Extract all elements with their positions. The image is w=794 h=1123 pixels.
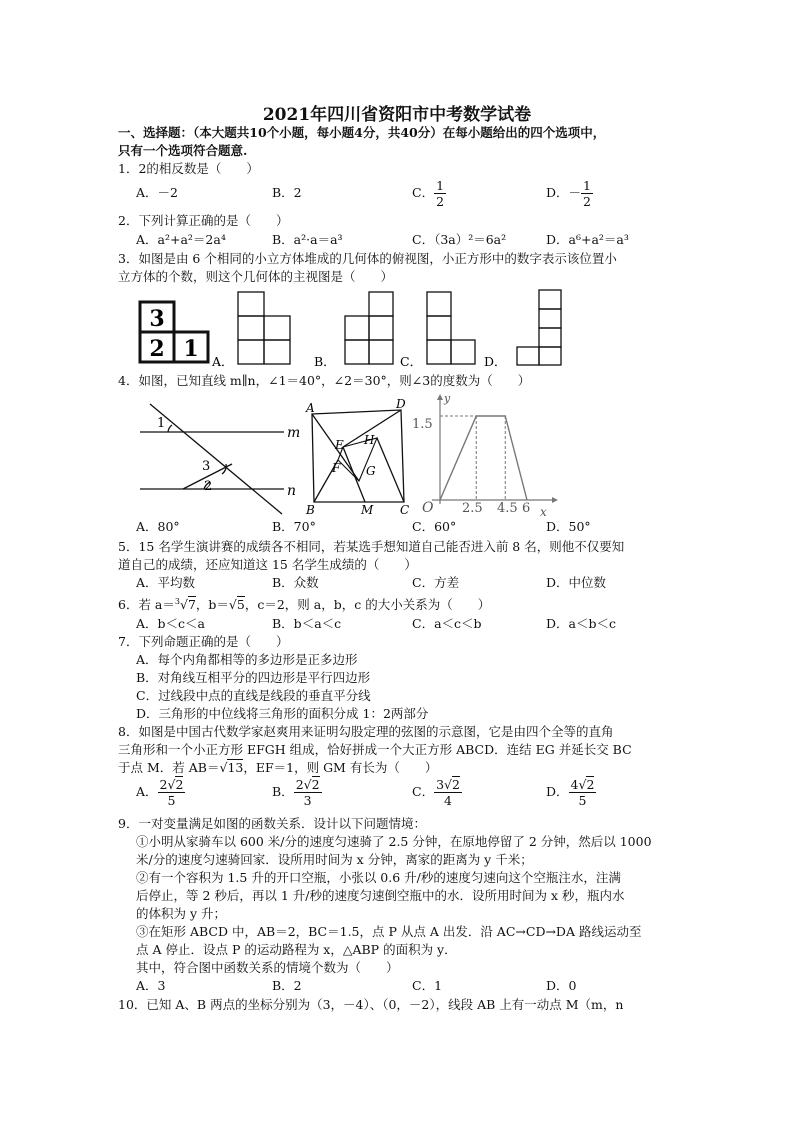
q5-option-a: A．平均数 xyxy=(136,575,196,590)
q2-option-c: C．（3a）²＝6a² xyxy=(412,232,507,247)
q4-stem: 4．如图，已知直线 m∥n，∠1＝40°，∠2＝30°，则∠3的度数为（ ） xyxy=(118,373,531,388)
q9-line9: 其中，符合图中函数关系的情境个数为（ ） xyxy=(136,960,399,975)
q9-option-d: D．0 xyxy=(546,978,577,993)
q4-figures xyxy=(0,392,794,518)
q8-radicand: 13 xyxy=(227,760,244,775)
q8-a-den: 5 xyxy=(167,793,176,808)
point-g-label: G xyxy=(366,464,376,478)
line-n-label: n xyxy=(287,483,297,499)
q6-option-a: A．b＜c＜a xyxy=(136,616,205,631)
q8-b-num: 2√2 xyxy=(295,777,320,792)
q6-stem: 6．若 a＝$^3$√7，b＝√5，c＝2，则 a，b，c 的大小关系为（ ） xyxy=(118,597,491,613)
point-h-label: H xyxy=(364,433,375,447)
point-a-label: A xyxy=(306,401,315,415)
chart-x-tick-6: 6 xyxy=(522,501,531,516)
q3-option-d-label: D． xyxy=(484,354,507,369)
q8-line3-post: ，EF＝1，则 GM 有长为（ ） xyxy=(243,760,438,775)
q3-option-a-figure xyxy=(238,292,290,364)
q9-line8: 点 A 停止．设点 P 的运动路程为 x，△ABP 的面积为 y． xyxy=(136,942,457,957)
point-c-label: C xyxy=(400,503,410,517)
q1-option-b: B．2 xyxy=(272,185,302,200)
chart-x-tick-4-5: 4.5 xyxy=(497,501,518,516)
q9-line1: 9．一对变量满足如图的函数关系．设计以下问题情境： xyxy=(118,816,426,831)
q9-line5: 后停止，等 2 秒后，再以 1 升/秒的速度匀速倒空瓶中的水．设所用时间为 x 秒，瓶内水 xyxy=(136,888,625,903)
angle-2-label: 2 xyxy=(204,479,213,494)
q8-a-num-rad: 2 xyxy=(175,777,184,792)
q3-line2: 立方体的个数，则这个几何体的主视图是（ ） xyxy=(118,269,394,284)
q8-option-b xyxy=(272,777,322,808)
q1-d-num: 1 xyxy=(583,178,591,193)
q8-option-d xyxy=(546,777,596,808)
q6-stem-post: ，c＝2，则 a，b，c 的大小关系为（ ） xyxy=(244,597,491,613)
q5-option-d: D．中位数 xyxy=(546,575,607,590)
q8-b-fraction xyxy=(294,777,322,808)
q4-option-d: D．50° xyxy=(546,519,591,534)
q8-a-num-coef: 2 xyxy=(159,777,168,792)
point-m-label: M xyxy=(361,503,374,517)
q8-d-den: 5 xyxy=(578,793,587,808)
q1-d-prefix: D．－ xyxy=(546,185,582,200)
q3-option-a-label: A． xyxy=(212,354,234,369)
q6-radicand-b: 5 xyxy=(236,597,245,613)
q4-option-c: C．60° xyxy=(412,519,457,534)
q8-b-den: 3 xyxy=(303,793,312,808)
q8-line1: 8．如图是中国古代数学家赵爽用来证明勾股定理的弦图的示意图，它是由四个全等的直角 xyxy=(118,724,614,739)
q1-d-fraction xyxy=(581,178,593,209)
angle-1-label: 1 xyxy=(157,416,166,431)
q8-b-prefix: B． xyxy=(272,784,294,799)
q8-c-den: 4 xyxy=(444,793,452,808)
q8-b-num-rad: 2 xyxy=(311,777,320,792)
section-header-line1: 一、选择题：（本大题共10个小题，每小题4分，共40分）在每小题给出的四个选项中， xyxy=(118,125,606,140)
graph-series-line xyxy=(440,416,527,500)
q6-option-c: C．a＜c＜b xyxy=(412,616,482,631)
chart-y-label: y xyxy=(444,392,451,405)
x-axis-arrow xyxy=(552,497,558,503)
q3-figures xyxy=(0,284,794,370)
q8-d-prefix: D． xyxy=(546,784,569,799)
q8-a-fraction xyxy=(158,777,186,808)
q8-b-num-coef: 2 xyxy=(295,777,304,792)
q8-line2: 三角形和一个小正方形 EFGH 组成，恰好拼成一个大正方形 ABCD．连结 EG 并延长交 BC xyxy=(118,742,632,757)
q1-option-c xyxy=(412,178,446,209)
q7-option-a: A．每个内角都相等的多边形是正多边形 xyxy=(136,652,358,667)
q8-c-num-coef: 3 xyxy=(436,777,445,792)
q9-line3: 米/分的速度匀速骑回家．设所用时间为 x 分钟，离家的距离为 y 千米； xyxy=(136,852,533,867)
point-e-label: E xyxy=(335,438,344,452)
page-title: 2021年四川省资阳市中考数学试卷 xyxy=(262,105,532,125)
section-header-line2: 只有一个选项符合题意. xyxy=(118,143,248,158)
chart-y-tick-1-5: 1.5 xyxy=(412,417,433,432)
q8-option-c xyxy=(412,777,462,808)
q2-stem: 2．下列计算正确的是（ ） xyxy=(118,213,289,228)
q8-d-num-rad: 2 xyxy=(586,777,595,792)
top-view-count-1: 3 xyxy=(149,306,165,332)
q3-line1: 3．如图是由 6 个相同的小立方体堆成的几何体的俯视图，小正方形中的数字表示该位置小 xyxy=(118,251,617,266)
q9-line6: 的体积为 y 升； xyxy=(136,906,227,921)
q8-c-fraction xyxy=(434,777,462,808)
q9-option-a: A．3 xyxy=(136,978,166,993)
q10-line1: 10．已知 A、B 两点的坐标分别为（3，－4）、（0，－2），线段 AB 上有一动点 M（m，n xyxy=(118,997,624,1012)
q1-c-num: 1 xyxy=(436,178,445,193)
y-axis-arrow xyxy=(437,394,443,400)
q1-c-prefix: C． xyxy=(412,185,435,200)
q3-option-c-label: C． xyxy=(400,354,423,369)
q1-option-a: A．－2 xyxy=(136,185,178,200)
q3-option-b-figure xyxy=(345,292,393,364)
q2-option-d: D．a⁶+a²＝a³ xyxy=(546,232,629,247)
top-view-count-2: 2 xyxy=(149,336,165,362)
top-view-count-3: 1 xyxy=(183,336,199,362)
q2-option-a: A．a²+a²＝2a⁴ xyxy=(136,232,226,247)
q3-option-d-figure xyxy=(517,290,561,365)
q7-option-c: C．过线段中点的直线是线段的垂直平分线 xyxy=(136,688,371,703)
point-f-label: F xyxy=(332,461,341,475)
chart-origin-label: O xyxy=(422,500,434,516)
q8-d-num-coef: 4 xyxy=(570,777,579,792)
q6-cube-root-index: 3 xyxy=(174,597,180,606)
q6-option-d: D．a＜b＜c xyxy=(546,616,616,631)
q5-line2: 道自己的成绩，还应知道这 15 名学生成绩的（ ） xyxy=(118,557,417,572)
q9-option-c: C．1 xyxy=(412,978,443,993)
chart-x-label: x xyxy=(540,505,547,518)
point-b-label: B xyxy=(306,503,315,517)
q6-option-b: B．b＜a＜c xyxy=(272,616,342,631)
q9-line2: ①小明从家骑车以 600 米/分的速度匀速骑了 2.5 分钟，在原地停留了 2 分钟，然后以 1000 xyxy=(136,834,652,849)
q2-option-b: B．a²·a＝a³ xyxy=(272,232,343,247)
line-m-label: m xyxy=(287,425,301,441)
q4-option-b: B．70° xyxy=(272,519,316,534)
q3-option-c-figure xyxy=(427,292,475,364)
q1-d-den: 2 xyxy=(583,194,591,209)
chord-diagram-figure xyxy=(312,410,404,502)
q6-stem-mid: ，b＝ xyxy=(195,597,229,613)
q5-option-b: B．众数 xyxy=(272,575,319,590)
q7-option-d: D．三角形的中位线将三角形的面积分成 1：2两部分 xyxy=(136,706,429,721)
q6-radicand-a: 7 xyxy=(187,597,196,613)
q8-d-num: 4√2 xyxy=(570,777,595,792)
q8-a-num: 2√2 xyxy=(159,777,184,792)
q1-c-den: 2 xyxy=(436,194,445,209)
q5-line1: 5．15 名学生演讲赛的成绩各不相同，若某选手想知道自己能否进入前 8 名，则他不仅要知 xyxy=(118,539,625,554)
angle-3-label: 3 xyxy=(202,459,211,474)
q9-option-b: B．2 xyxy=(272,978,302,993)
q8-c-num: 3√2 xyxy=(436,777,460,792)
q4-option-a: A．80° xyxy=(136,519,180,534)
q8-d-fraction xyxy=(569,777,597,808)
q9-line7: ③在矩形 ABCD 中，AB＝2，BC＝1.5，点 P 从点 A 出发．沿 AC→CD→DA 路线运动至 xyxy=(136,924,642,939)
q1-stem: 1．2的相反数是（ ） xyxy=(118,161,259,176)
q7-option-b: B．对角线互相平分的四边形是平行四边形 xyxy=(136,670,371,685)
q8-c-num-rad: 2 xyxy=(452,777,460,792)
function-graph-figure xyxy=(432,394,558,504)
q8-line3-pre: 于点 M．若 AB＝ xyxy=(118,760,220,775)
q7-stem: 7．下列命题正确的是（ ） xyxy=(118,634,289,649)
q8-c-prefix: C． xyxy=(412,784,435,799)
q5-option-c: C．方差 xyxy=(412,575,460,590)
point-d-label: D xyxy=(396,397,406,411)
q1-c-fraction xyxy=(434,178,446,209)
q3-option-b-label: B． xyxy=(314,354,336,369)
q6-stem-pre: 6．若 a＝ xyxy=(118,597,175,613)
q8-option-a xyxy=(136,777,185,808)
chart-x-tick-2-5: 2.5 xyxy=(462,501,483,516)
q1-option-d xyxy=(546,178,593,209)
q8-a-prefix: A． xyxy=(136,784,158,799)
q8-line3: 于点 M．若 AB＝√13，EF＝1，则 GM 有长为（ ） xyxy=(118,760,438,775)
q9-line4: ②有一个容积为 1.5 升的开口空瓶，小张以 0.6 升/秒的速度匀速向这个空瓶注水，注满 xyxy=(136,870,621,885)
